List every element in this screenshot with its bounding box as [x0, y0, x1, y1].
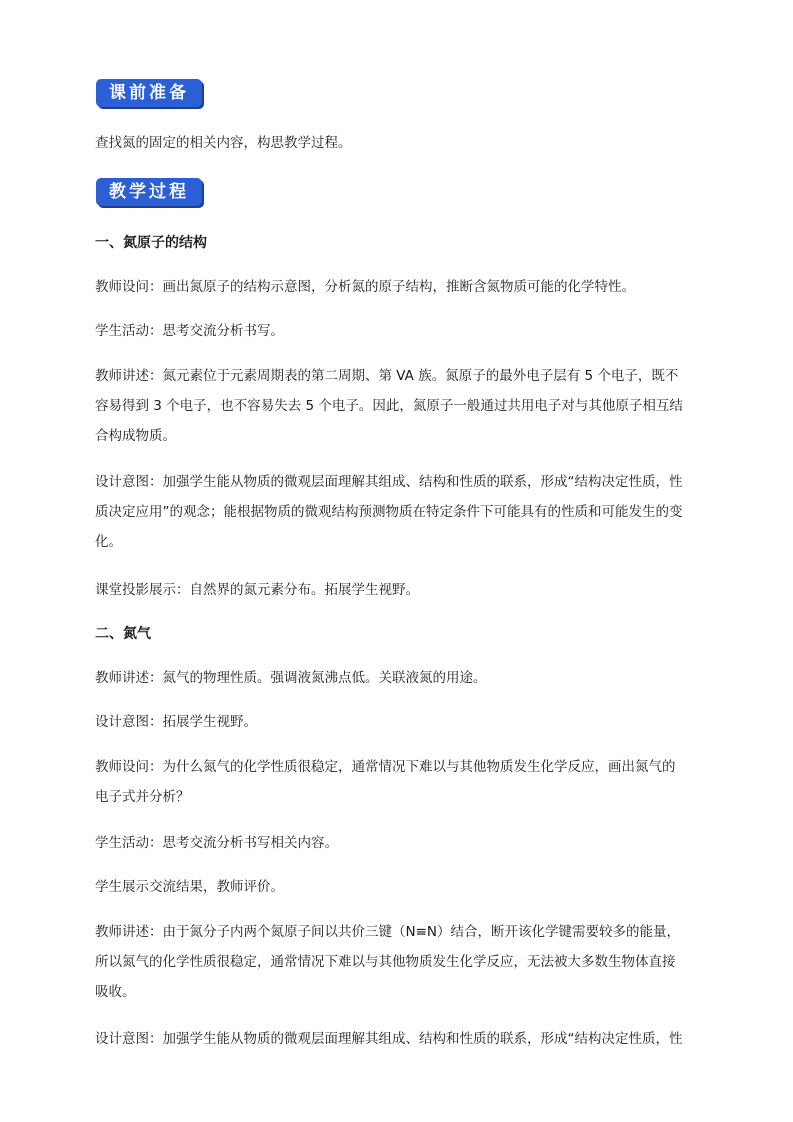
paragraph-line: 吸收。: [95, 984, 136, 1000]
section-badge-process: 教学过程: [96, 178, 202, 206]
paragraph-line: 合构成物质。: [95, 428, 176, 444]
paragraph-design-intent-1: [95, 467, 707, 557]
paragraph-student-presentation: 学生展示交流结果，教师评价。: [95, 879, 284, 895]
paragraph-line: 设计意图：加强学生能从物质的微观层面理解其组成、结构和性质的联系，形成“结构决定性质，性: [95, 1031, 683, 1047]
paragraph-projection: 课堂投影展示：自然界的氮元素分布。拓展学生视野。: [95, 582, 419, 598]
paragraph-teacher-lecture-3: [95, 917, 707, 1007]
paragraph-design-intent-3: [95, 1024, 707, 1054]
heading-nitrogen-gas: 二、氮气: [95, 626, 151, 642]
paragraph-line: 设计意图：加强学生能从物质的微观层面理解其组成、结构和性质的联系，形成“结构决定性质，性: [95, 474, 683, 490]
paragraph-line: 教师讲述：由于氮分子内两个氮原子间以共价三键（N≡N）结合，断开该化学键需要较多的能量，: [95, 924, 681, 940]
paragraph-design-intent-2: 设计意图：拓展学生视野。: [95, 714, 257, 730]
paragraph-teacher-question-1: 教师设问：画出氮原子的结构示意图，分析氮的原子结构，推断含氮物质可能的化学特性。: [95, 279, 635, 295]
paragraph-line: 所以氮气的化学性质很稳定，通常情况下难以与其他物质发生化学反应，无法被大多数生物体直接: [95, 954, 676, 970]
paragraph-line: 容易得到 3 个电子，也不容易失去 5 个电子。因此，氮原子一般通过共用电子对与其他原子相互结: [95, 398, 683, 414]
heading-nitrogen-atom: 一、氮原子的结构: [95, 235, 207, 251]
paragraph-teacher-question-2: [95, 752, 707, 812]
paragraph-teacher-lecture-1: [95, 361, 707, 451]
section-badge-prep: 课前准备: [96, 79, 202, 107]
paragraph-student-activity-1: 学生活动：思考交流分析书写。: [95, 323, 284, 339]
paragraph-teacher-lecture-2: 教师讲述：氮气的物理性质。强调液氮沸点低。关联液氮的用途。: [95, 670, 487, 686]
paragraph-line: 教师讲述：氮元素位于元素周期表的第二周期、第 VA 族。氮原子的最外电子层有 5 个电子，既不: [95, 368, 679, 384]
paragraph-line: 化。: [95, 534, 122, 550]
paragraph-student-activity-2: 学生活动：思考交流分析书写相关内容。: [95, 835, 338, 851]
prep-text: 查找氮的固定的相关内容，构思教学过程。: [95, 135, 352, 151]
paragraph-line: 教师设问：为什么氮气的化学性质很稳定，通常情况下难以与其他物质发生化学反应，画出氮气的: [95, 759, 676, 775]
paragraph-line: 质决定应用”的观念；能根据物质的微观结构预测物质在特定条件下可能具有的性质和可能发生的变: [95, 504, 683, 520]
paragraph-line: 电子式并分析？: [95, 789, 190, 805]
